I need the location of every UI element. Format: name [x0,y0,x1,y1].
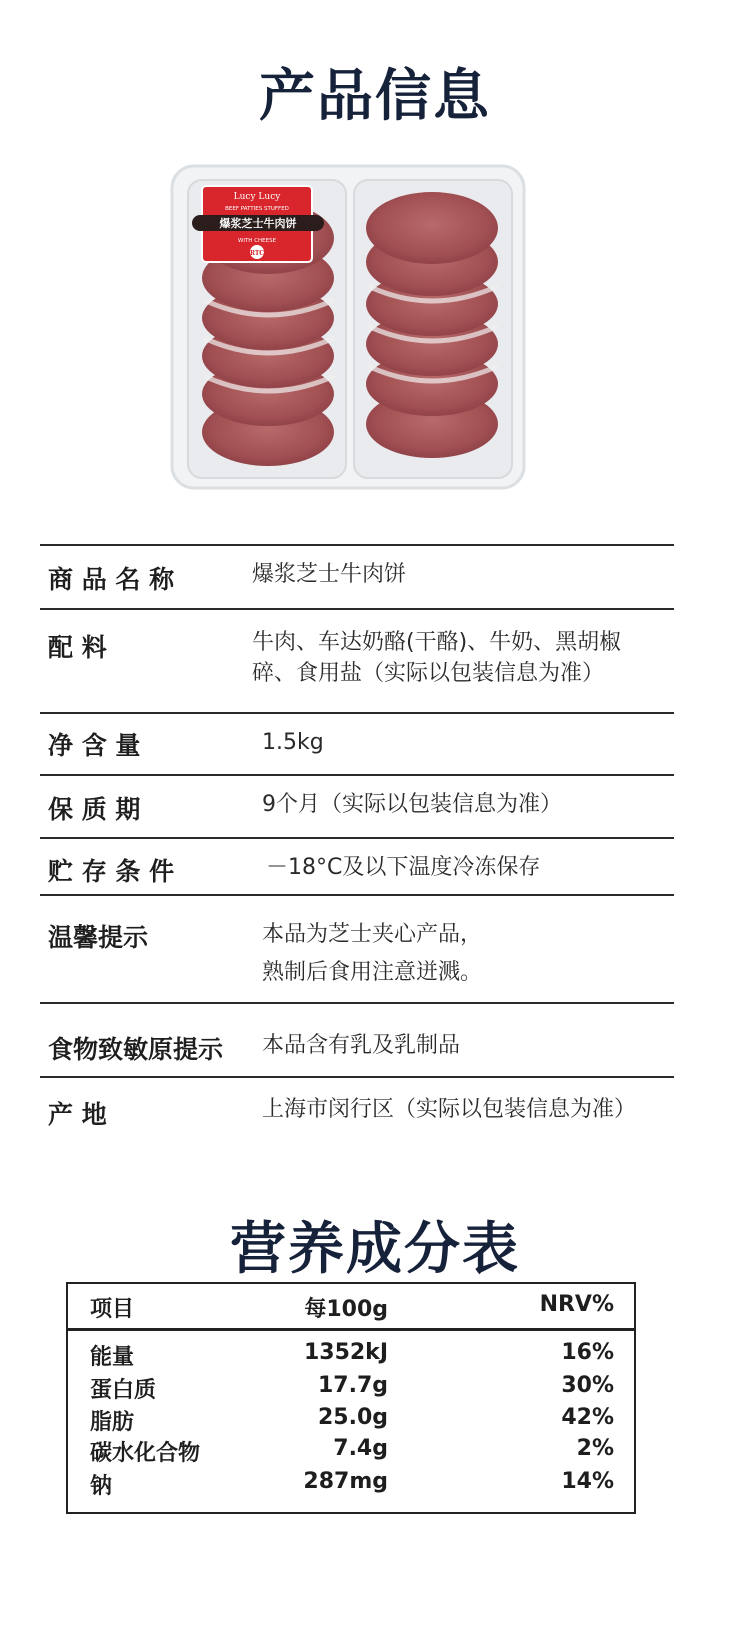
label-net-weight: 净 含 量 [48,731,141,760]
table-row [68,1469,634,1501]
nutrition-title: 营养成分表 [230,1217,520,1282]
label-product-name: 商 品 名 称 [48,565,175,594]
nutrient-amount: 7.4g [333,1436,388,1461]
header-per-100g: 每100g [304,1297,388,1322]
table-row [68,1340,634,1372]
row-divider [40,1002,674,1004]
product-info-title: 产品信息 [259,64,491,129]
row-divider [40,608,674,610]
nutrient-amount: 17.7g [317,1373,388,1398]
row-divider [40,894,674,896]
label-shelf-life: 保 质 期 [48,795,141,824]
value-tips-line1: 本品为芝士夹心产品， [262,922,483,947]
patty-stack-right [366,192,498,458]
value-allergen: 本品含有乳及乳制品 [262,1033,461,1058]
label-allergen: 食物致敏原提示 [48,1035,224,1064]
nutrient-name: 钠 [90,1474,113,1499]
label-ingredients: 配 料 [48,633,107,662]
nutrient-nrv: 14% [561,1469,614,1494]
nutrition-table [66,1282,636,1514]
value-ingredients-line2: 碎、食用盐（实际以包装信息为准） [252,661,605,686]
nutrient-name: 碳水化合物 [90,1441,201,1466]
value-net-weight: 1.5kg [262,730,324,755]
table-row [68,1436,634,1468]
brand-badge [192,186,324,262]
header-divider [68,1328,634,1331]
row-divider [40,837,674,839]
value-tips-line2: 熟制后食用注意迸溅。 [262,960,483,985]
value-origin: 上海市闵行区（实际以包装信息为准） [262,1097,637,1122]
badge-line2: WITH CHEESE [237,238,277,244]
nutrient-nrv: 42% [561,1405,614,1430]
table-row [68,1405,634,1437]
value-ingredients-line1: 牛肉、车达奶酪(干酪)、牛奶、黑胡椒 [252,630,622,655]
row-divider [40,712,674,714]
table-row [68,1373,634,1405]
badge-seal: RTC [249,250,265,257]
nutrient-nrv: 30% [561,1373,614,1398]
row-divider [40,774,674,776]
nutrient-amount: 287mg [303,1469,388,1494]
product-photo [168,162,528,492]
badge-line1: BEEF PATTIES STUFFED [225,206,289,212]
header-item: 项目 [90,1297,135,1322]
nutrient-amount: 25.0g [317,1405,388,1430]
value-shelf-life: 9个月（实际以包装信息为准） [262,792,562,817]
label-tips: 温馨提示 [48,923,149,952]
nutrient-name: 脂肪 [90,1410,135,1435]
value-product-name: 爆浆芝士牛肉饼 [252,562,407,587]
badge-name: 爆浆芝士牛肉饼 [219,217,297,230]
label-origin: 产 地 [48,1100,107,1129]
row-divider [40,544,674,546]
nutrient-name: 蛋白质 [90,1378,157,1403]
header-nrv: NRV% [539,1292,614,1317]
value-storage: －18°C及以下温度冷冻保存 [266,855,541,880]
row-divider [40,1076,674,1078]
nutrient-amount: 1352kJ [303,1340,388,1365]
label-storage: 贮 存 条 件 [48,857,175,886]
nutrient-nrv: 16% [561,1340,614,1365]
nutrient-name: 能量 [90,1345,135,1370]
badge-brand: Lucy Lucy [233,192,281,202]
nutrient-nrv: 2% [576,1436,614,1461]
